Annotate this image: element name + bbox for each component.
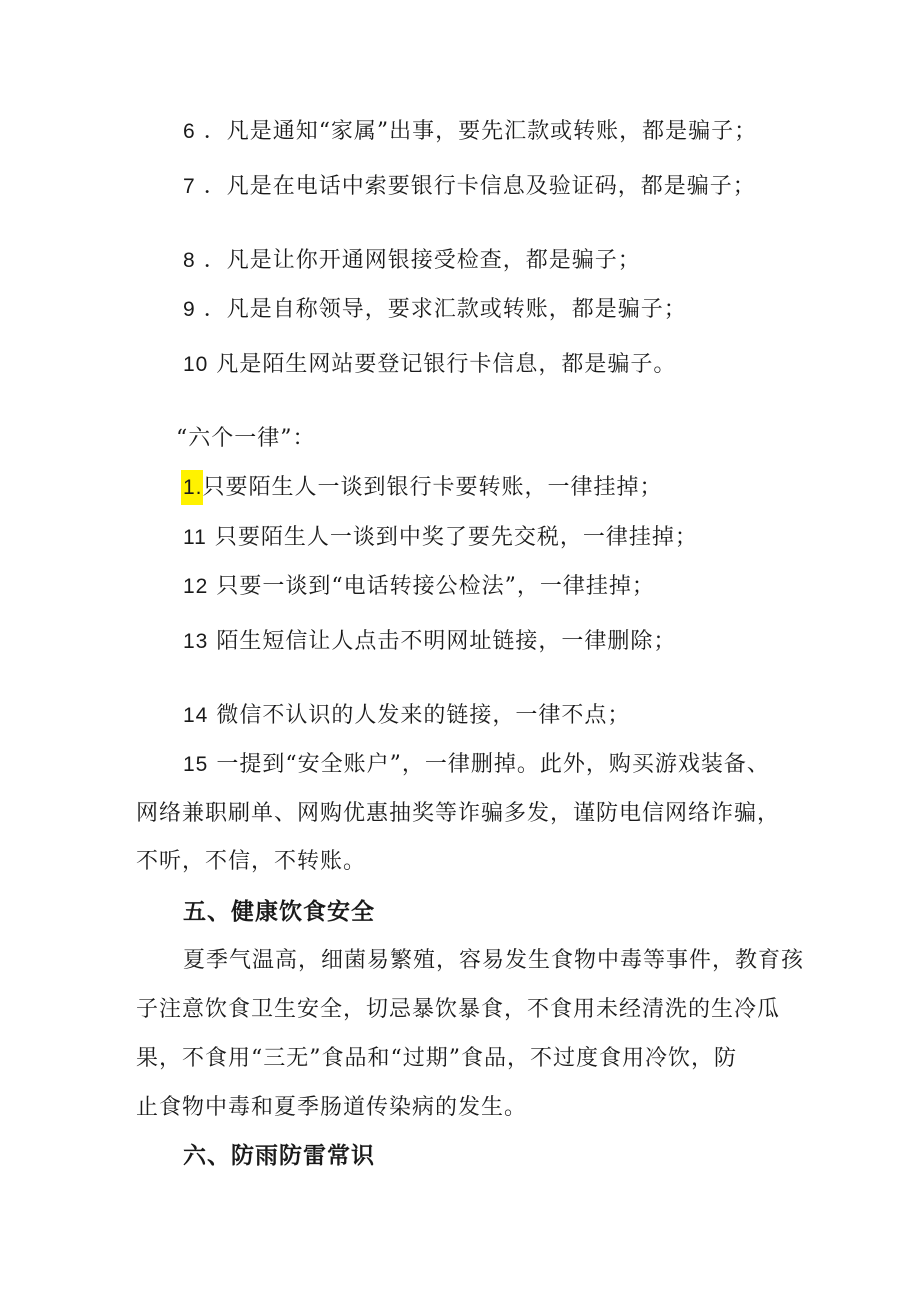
rule-1 bbox=[181, 473, 663, 503]
rule-15-line-3: 不听，不信，不转账。 bbox=[136, 849, 367, 874]
section-5-paragraph-line-3: 果，不食用“三无”食品和“过期”食品，不过度食用冷饮，防 bbox=[136, 1046, 737, 1071]
highlighted-number: 1. bbox=[181, 470, 203, 505]
section-5-paragraph-line-1: 夏季气温高，细菌易繁殖，容易发生食物中毒等事件，教育孩 bbox=[183, 948, 805, 973]
rule-11 bbox=[183, 523, 698, 553]
section-6-heading: 六、防雨防雷常识 bbox=[183, 1143, 375, 1169]
item-6 bbox=[183, 117, 757, 147]
item-text: 微信不认识的人发来的链接，一律不点； bbox=[216, 703, 631, 728]
rule-14 bbox=[183, 701, 630, 731]
item-text: 只要陌生人一谈到银行卡要转账，一律挂掉； bbox=[202, 475, 663, 500]
item-number: 13 bbox=[183, 630, 209, 653]
item-text: ．凡是自称领导，要求汇款或转账，都是骗子； bbox=[203, 297, 687, 322]
item-text: 陌生短信让人点击不明网址链接，一律删除； bbox=[216, 629, 677, 654]
item-text: 凡是陌生网站要登记银行卡信息，都是骗子。 bbox=[216, 352, 677, 377]
item-8 bbox=[183, 246, 641, 276]
item-text: ．凡是让你开通网银接受检查，都是骗子； bbox=[203, 248, 641, 273]
item-7 bbox=[183, 172, 756, 202]
item-text: ．凡是在电话中索要银行卡信息及验证码，都是骗子； bbox=[203, 174, 756, 199]
item-number: 12 bbox=[183, 575, 209, 598]
section-5-paragraph-line-2: 子注意饮食卫生安全，切忌暴饮暴食，不食用未经清洗的生冷瓜 bbox=[136, 997, 781, 1022]
item-number: 14 bbox=[183, 704, 209, 727]
rule-15-line-1 bbox=[183, 750, 770, 780]
item-text: 只要陌生人一谈到中奖了要先交税，一律挂掉； bbox=[214, 525, 698, 550]
six-rules-title: “六个一律”： bbox=[176, 426, 316, 451]
section-5-heading: 五、健康饮食安全 bbox=[183, 899, 375, 925]
item-number: 15 bbox=[183, 753, 209, 776]
item-number: 11 bbox=[183, 526, 207, 549]
rule-13 bbox=[183, 627, 676, 657]
rule-12 bbox=[183, 572, 655, 602]
item-number: 7 bbox=[183, 175, 196, 198]
section-5-paragraph-line-4: 止食物中毒和夏季肠道传染病的发生。 bbox=[136, 1095, 528, 1120]
item-number: 10 bbox=[183, 353, 209, 376]
item-text: 只要一谈到“电话转接公检法”，一律挂掉； bbox=[216, 574, 655, 599]
item-number: 6 bbox=[183, 120, 196, 143]
item-number: 8 bbox=[183, 249, 196, 272]
item-number: 9 bbox=[183, 298, 196, 321]
item-10 bbox=[183, 350, 676, 380]
item-text: ．凡是通知“家属”出事，要先汇款或转账，都是骗子； bbox=[203, 119, 758, 144]
rule-15-line-2: 网络兼职刷单、网购优惠抽奖等诈骗多发，谨防电信网络诈骗， bbox=[136, 801, 781, 826]
item-9 bbox=[183, 295, 687, 325]
item-text: 一提到“安全账户”，一律删掉。此外，购买游戏装备、 bbox=[216, 752, 770, 777]
